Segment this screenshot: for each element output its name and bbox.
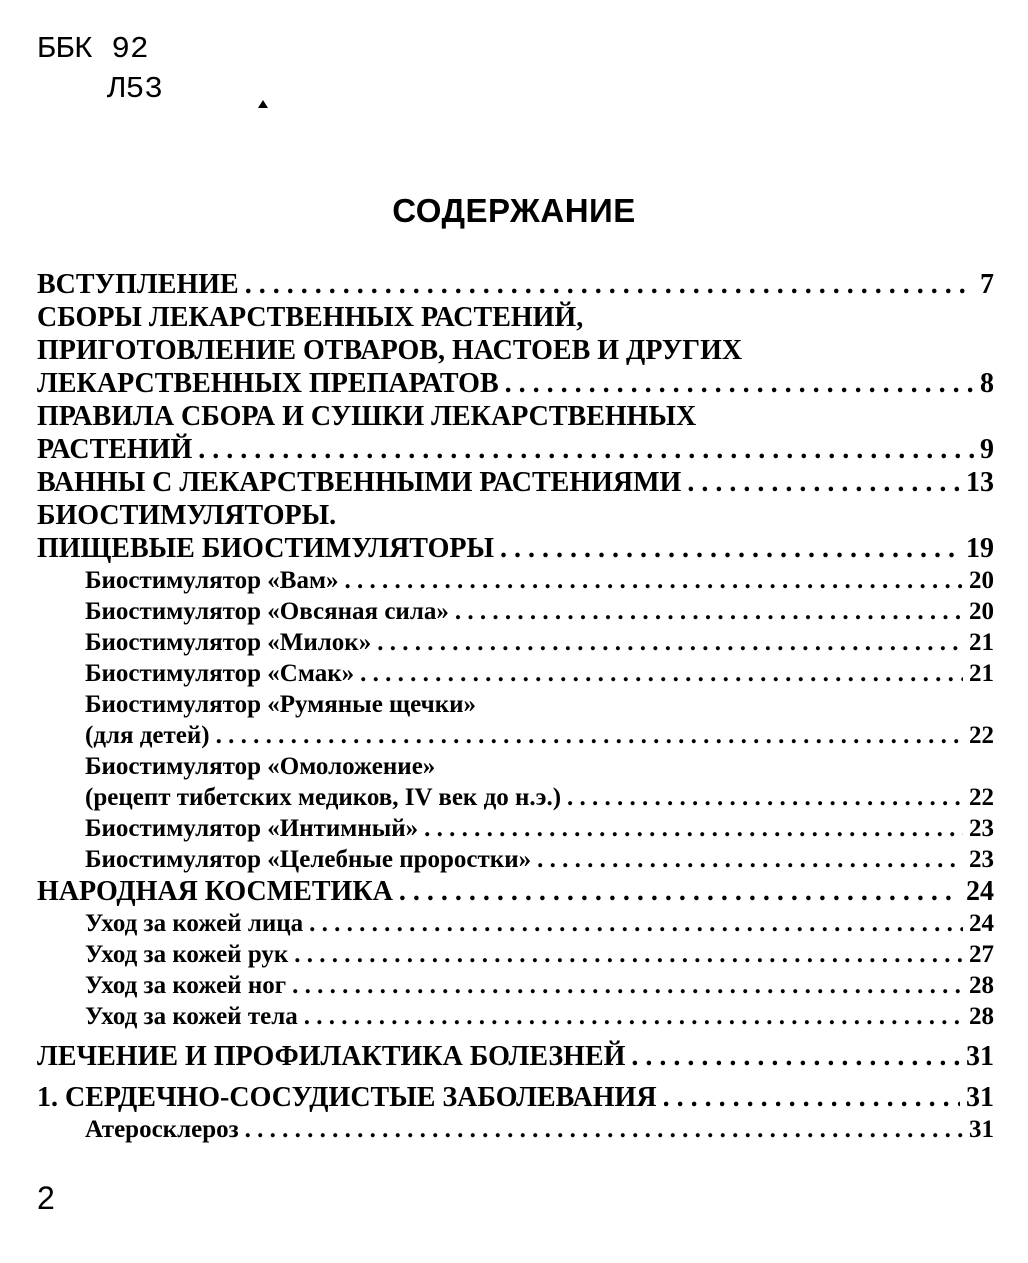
- toc-page-number: 31: [966, 1041, 994, 1072]
- toc-entry[interactable]: [37, 400, 994, 466]
- toc-entry[interactable]: [37, 1040, 994, 1073]
- toc-entry-title: Биостимулятор «Смак»: [85, 660, 355, 687]
- dot-leader: [344, 565, 963, 596]
- toc-entry-line: [85, 565, 994, 596]
- toc-page-number: 20: [969, 567, 994, 594]
- toc-entry-title: Биостимулятор «Целебные проростки»: [85, 846, 532, 873]
- toc-page-number: 31: [966, 1082, 994, 1113]
- toc-entry-line: [37, 532, 994, 565]
- toc-page-number: 27: [969, 941, 994, 968]
- toc-page-number: 28: [969, 1003, 994, 1030]
- toc-entry-title: НАРОДНАЯ КОСМЕТИКА: [37, 876, 393, 907]
- dot-leader: [245, 268, 974, 301]
- toc-entry-title: (рецепт тибетских медиков, IV век до н.э.): [85, 784, 562, 811]
- toc-entry-title: Уход за кожей тела: [85, 1003, 298, 1030]
- toc-entry-title: 1. СЕРДЕЧНО-СОСУДИСТЫЕ ЗАБОЛЕВАНИЯ: [37, 1082, 657, 1113]
- bbk-index: [37, 30, 163, 110]
- toc-page-number: 23: [969, 815, 994, 842]
- toc-subentry[interactable]: [37, 970, 994, 1001]
- toc-entry-line: [85, 1114, 994, 1145]
- toc-entry-title: РАСТЕНИЙ: [37, 434, 193, 465]
- toc-subentry[interactable]: [37, 751, 994, 813]
- toc-entry-line: [37, 268, 994, 301]
- toc-entry-line: [37, 400, 994, 433]
- toc-entry-title: Биостимулятор «Овсяная сила»: [85, 598, 449, 625]
- toc-subentry[interactable]: [37, 813, 994, 844]
- page-number: 2: [37, 1180, 55, 1216]
- dot-leader: [500, 532, 960, 565]
- toc-entry-line: [85, 908, 994, 939]
- toc-entry-line: [85, 970, 994, 1001]
- toc-subentry[interactable]: [37, 565, 994, 596]
- toc-page-number: 21: [969, 660, 994, 687]
- toc-entry-line: [37, 301, 994, 334]
- dot-leader: [567, 782, 963, 813]
- toc-entry-line: [37, 1081, 994, 1114]
- toc-entry[interactable]: [37, 499, 994, 565]
- toc-page-number: 7: [980, 269, 994, 300]
- toc-entry-line: [85, 596, 994, 627]
- toc-entry-title: Уход за кожей ног: [85, 972, 287, 999]
- toc-entry-line: [37, 367, 994, 400]
- toc-entry-line: [37, 875, 994, 908]
- dot-leader: [663, 1081, 960, 1114]
- dot-leader: [360, 658, 963, 689]
- toc-subentry[interactable]: [37, 1114, 994, 1145]
- bbk-code: ББК 92: [37, 32, 149, 67]
- toc-page-number: 24: [966, 876, 994, 907]
- toc-entry-line: [85, 720, 994, 751]
- toc-entry-title: Биостимулятор «Интимный»: [85, 815, 419, 842]
- toc-entry-line: [85, 939, 994, 970]
- toc-entry-line: [85, 844, 994, 875]
- toc-entry-title: (для детей): [85, 722, 210, 749]
- toc-entry-title: ПИЩЕВЫЕ БИОСТИМУЛЯТОРЫ: [37, 533, 494, 564]
- dot-leader: [377, 627, 963, 658]
- toc-entry-title: ВАННЫ С ЛЕКАРСТВЕННЫМИ РАСТЕНИЯМИ: [37, 467, 682, 498]
- toc-entry-line: [37, 433, 994, 466]
- dot-leader: [198, 433, 974, 466]
- dot-leader: [304, 1001, 963, 1032]
- toc-subentry[interactable]: [37, 596, 994, 627]
- toc-page-number: 22: [969, 722, 994, 749]
- toc-entry-title: Атеросклероз: [85, 1116, 239, 1143]
- toc-entry-title: Биостимулятор «Румяные щечки»: [85, 691, 477, 718]
- dot-leader: [455, 596, 963, 627]
- toc-subentry[interactable]: [37, 627, 994, 658]
- toc-entry-line: [37, 334, 994, 367]
- dot-leader: [687, 466, 960, 499]
- page-title: СОДЕРЖАНИЕ: [392, 192, 636, 229]
- toc-page-number: 19: [966, 533, 994, 564]
- toc-entry-title: ВСТУПЛЕНИЕ: [37, 269, 239, 300]
- author-mark: Л53: [107, 72, 163, 107]
- toc-entry-line: [85, 689, 994, 720]
- toc-subentry[interactable]: [37, 689, 994, 751]
- toc-page-number: 13: [966, 467, 994, 498]
- dot-leader: [216, 720, 963, 751]
- dot-leader: [292, 970, 963, 1001]
- toc-entry[interactable]: [37, 301, 994, 400]
- toc-subentry[interactable]: [37, 1001, 994, 1032]
- dot-leader: [537, 844, 963, 875]
- toc-spacer: [37, 1032, 994, 1040]
- dot-leader: [245, 1114, 963, 1145]
- toc-entry-line: [37, 1040, 994, 1073]
- toc-entry[interactable]: [37, 875, 994, 908]
- toc-entry-title: Биостимулятор «Милок»: [85, 629, 372, 656]
- toc-entry-title: ЛЕКАРСТВЕННЫХ ПРЕПАРАТОВ: [37, 368, 499, 399]
- toc-entry-title: Биостимулятор «Омоложение»: [85, 753, 436, 780]
- dot-leader: [309, 908, 963, 939]
- toc-entry-line: [37, 466, 994, 499]
- dot-leader: [399, 875, 960, 908]
- toc-entry-line: [85, 813, 994, 844]
- toc-entry-line: [85, 782, 994, 813]
- toc-entry-line: [85, 627, 994, 658]
- toc-page-number: 28: [969, 972, 994, 999]
- toc-entry-title: СБОРЫ ЛЕКАРСТВЕННЫХ РАСТЕНИЙ,: [37, 302, 584, 333]
- dot-leader: [424, 813, 963, 844]
- toc-page-number: 23: [969, 846, 994, 873]
- toc-entry-line: [85, 658, 994, 689]
- toc-entry[interactable]: [37, 466, 994, 499]
- toc-spacer: [37, 1073, 994, 1081]
- toc-page-number: 20: [969, 598, 994, 625]
- toc-entry-title: Биостимулятор «Вам»: [85, 567, 339, 594]
- toc-entry-title: ПРИГОТОВЛЕНИЕ ОТВАРОВ, НАСТОЕВ И ДРУГИХ: [37, 335, 743, 366]
- toc-entry-line: [85, 751, 994, 782]
- toc-subentry[interactable]: [37, 844, 994, 875]
- table-of-contents: [37, 268, 994, 1145]
- toc-subentry[interactable]: [37, 908, 994, 939]
- toc-subentry[interactable]: [37, 939, 994, 970]
- toc-page-number: 24: [969, 910, 994, 937]
- toc-page-number: 31: [969, 1116, 994, 1143]
- toc-page-number: 21: [969, 629, 994, 656]
- dot-leader: [631, 1040, 960, 1073]
- triangle-mark-icon: [258, 100, 268, 108]
- toc-subentry[interactable]: [37, 658, 994, 689]
- toc-page-number: 22: [969, 784, 994, 811]
- toc-entry[interactable]: [37, 1081, 994, 1114]
- toc-entry-title: БИОСТИМУЛЯТОРЫ.: [37, 500, 337, 531]
- dot-leader: [294, 939, 963, 970]
- toc-entry-line: [85, 1001, 994, 1032]
- toc-entry-title: Уход за кожей рук: [85, 941, 289, 968]
- toc-entry[interactable]: [37, 268, 994, 301]
- toc-entry-title: ПРАВИЛА СБОРА И СУШКИ ЛЕКАРСТВЕННЫХ: [37, 401, 697, 432]
- toc-entry-line: [37, 499, 994, 532]
- toc-entry-title: Уход за кожей лица: [85, 910, 304, 937]
- toc-page-number: 9: [980, 434, 994, 465]
- dot-leader: [505, 367, 974, 400]
- toc-entry-title: ЛЕЧЕНИЕ И ПРОФИЛАКТИКА БОЛЕЗНЕЙ: [37, 1041, 626, 1072]
- toc-page-number: 8: [980, 368, 994, 399]
